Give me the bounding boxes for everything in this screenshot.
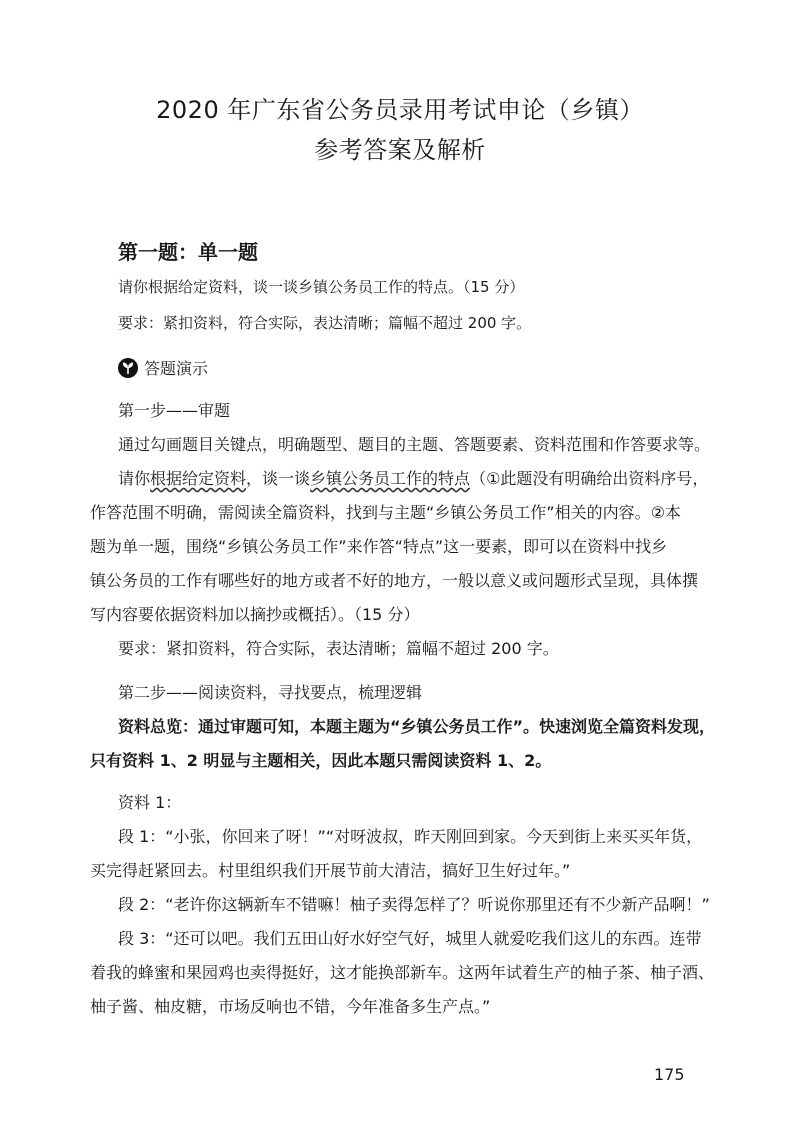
- step1-paragraph-line2: 作答范围不明确，需阅读全篇资料，找到与主题“乡镇公务员工作”相关的内容。②本: [90, 503, 681, 522]
- step1-paragraph-line3: 题为单一题，围绕“乡镇公务员工作”来作答“特点”这一要素，即可以在资料中找乡: [90, 537, 668, 556]
- page-number: 175: [654, 1065, 685, 1084]
- step1-intro: 通过勾画题目关键点，明确题型、题目的主题、答题要素、资料范围和作答要求等。: [118, 435, 711, 454]
- step2-overview-line2: 只有资料 1、2 明显与主题相关，因此本题只需阅读资料 1、2。: [90, 751, 552, 770]
- step2-overview-line1: 资料总览：通过审题可知，本题主题为“乡镇公务员工作”。快速浏览全篇资料发现，: [118, 717, 716, 736]
- question-requirement: 要求：紧扣资料，符合实际，表达清晰；篇幅不超过 200 字。: [118, 314, 532, 332]
- material-label: 资料 1：: [118, 793, 182, 812]
- leaf-icon: [118, 358, 138, 378]
- material-para1-line1: 段 1：“小张，你回来了呀！”“对呀波叔，昨天刚回到家。今天到街上来买买年货，: [118, 827, 703, 846]
- underlined-phrase: 根据给定资料: [150, 469, 247, 488]
- question-prompt: 请你根据给定资料，谈一谈乡镇公务员工作的特点。（15 分）: [118, 278, 525, 296]
- step1-heading: 第一步——审题: [118, 401, 231, 420]
- demo-heading-label: 答题演示: [144, 359, 209, 378]
- text-run: 请你: [118, 469, 151, 488]
- material-para1-line2: 买完得赶紧回去。村里组织我们开展节前大清洁，搞好卫生好过年。”: [90, 861, 571, 880]
- step1-paragraph-line5: 写内容要依据资料加以摘抄或概括）。（15 分）: [90, 605, 420, 624]
- material-para3-line3: 柚子酱、柚皮糖，市场反响也不错，今年准备多生产点。”: [90, 997, 491, 1016]
- underlined-phrase: 乡镇公务员工作的特点: [310, 469, 471, 488]
- demo-heading: [118, 356, 208, 379]
- step1-requirement: 要求：紧扣资料，符合实际，表达清晰；篇幅不超过 200 字。: [118, 639, 559, 658]
- step1-paragraph-line4: 镇公务员的工作有哪些好的地方或者不好的地方，一般以意义或问题形式呈现，具体撰: [90, 571, 699, 590]
- text-run: （①此题没有明确给出资料序号，: [470, 469, 709, 488]
- page-title: 2020 年广东省公务员录用考试申论（乡镇）: [156, 96, 644, 124]
- material-para3-line1: 段 3：“还可以吧。我们五田山好水好空气好，城里人就爱吃我们这儿的东西。连带: [118, 929, 702, 948]
- step2-heading: 第二步——阅读资料，寻找要点，梳理逻辑: [118, 683, 423, 702]
- step1-paragraph-line1: [118, 466, 708, 489]
- material-para2-line1: 段 2：“老许你这辆新车不错嘛！柚子卖得怎样了？听说你那里还有不少新产品啊！”: [118, 895, 710, 914]
- text-run: ，谈一谈: [246, 469, 311, 488]
- question-heading: 第一题：单一题: [118, 240, 258, 264]
- page-subtitle: 参考答案及解析: [314, 136, 486, 164]
- material-para3-line2: 着我的蜂蜜和果园鸡也卖得挺好，这才能换部新车。这两年试着生产的柚子茶、柚子酒、: [90, 963, 715, 982]
